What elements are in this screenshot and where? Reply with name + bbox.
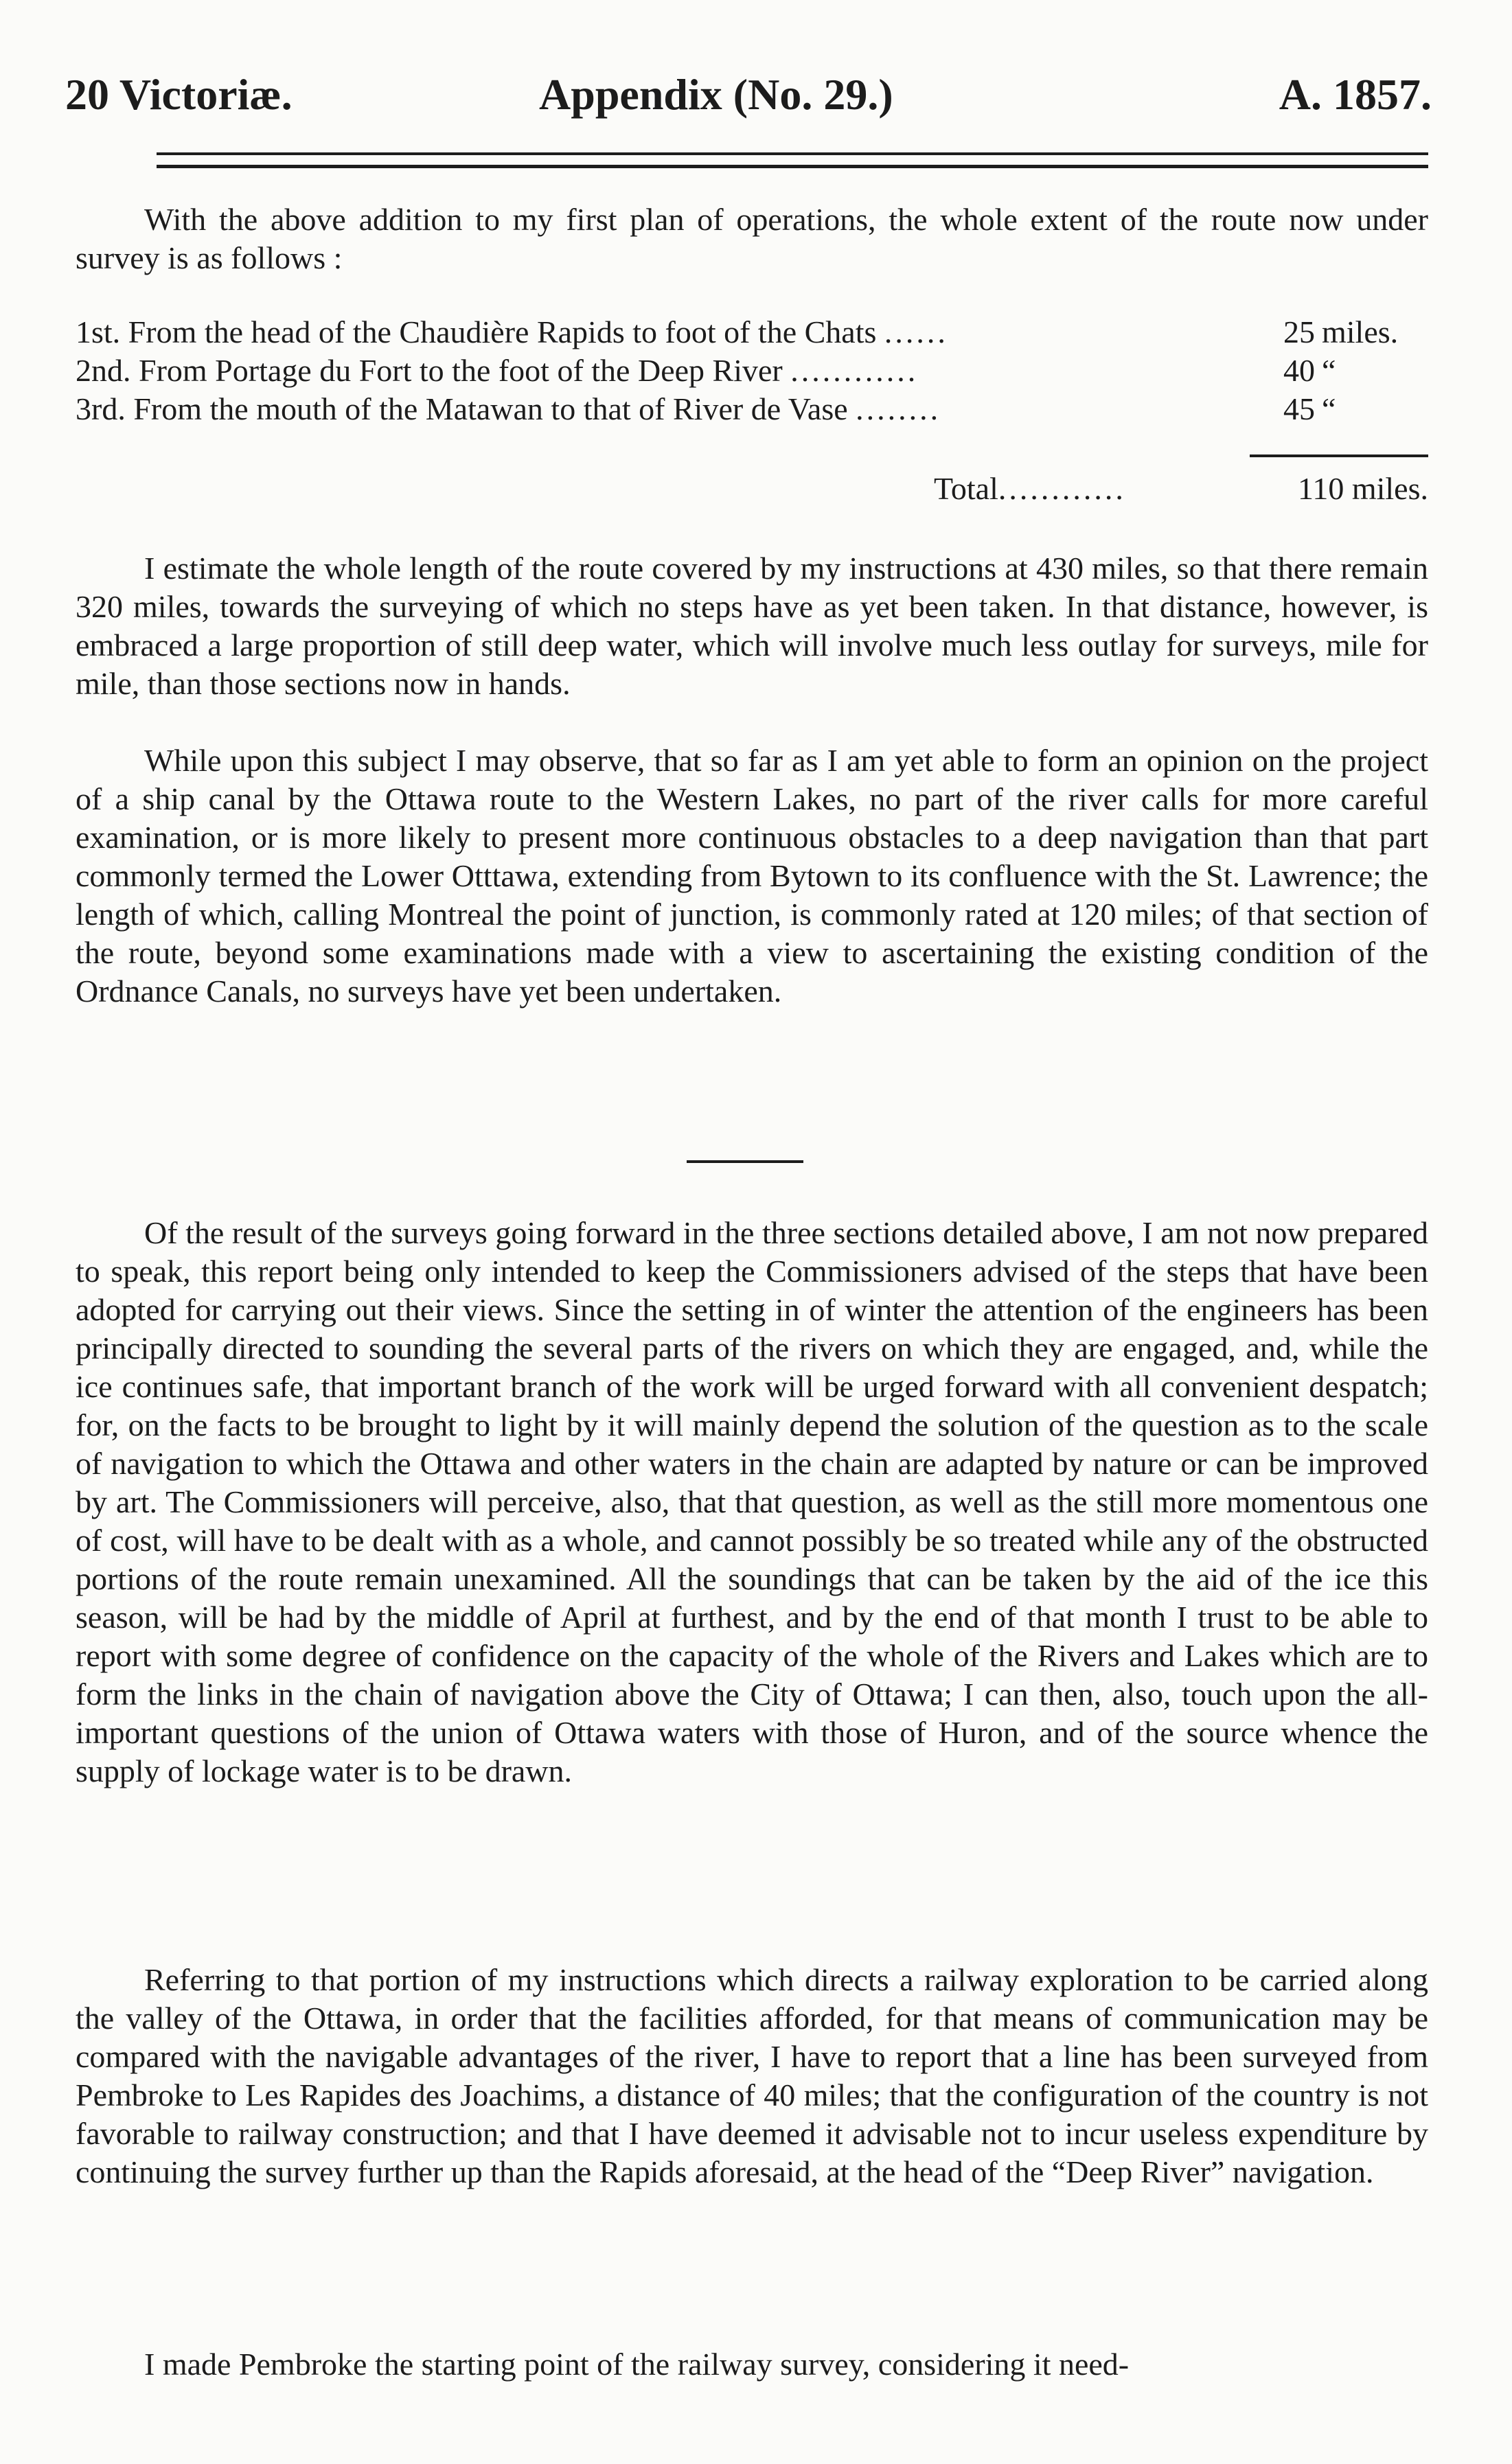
paragraph-referring [76, 1961, 1428, 2191]
total-row [76, 470, 1428, 508]
header-year: A. 1857. [1279, 70, 1432, 119]
route-unit: “ [1322, 391, 1336, 426]
paragraph-text: While upon this subject I may observe, that so far as I am yet able to form an opinion on the project of a ship canal by the Ottawa route to the Western Lakes, no part of the river calls for more careful examination, or is more likely to present more continuous obstacles to a deep navigation than that part commonly termed the Lower Otttawa, extending from Bytown to its confluence with the St. Lawrence; the length of which, calling Montreal the point of junction, is commonly rated at 120 miles; of that section of the route, beyond some examinations made with a view to ascertaining the existing condition of the Ordnance Canals, no surveys have yet been undertaken. [76, 743, 1428, 1009]
route-miles: 25 [1283, 314, 1315, 349]
paragraph-text: Of the result of the surveys going forward in the three sections detailed above, I am not now prepared to speak, this report being only intended to keep the Commissioners advised of the steps that have been adopted for carrying out their views. Since the setting in of winter the attention of the engineers has been principally directed to sounding the several parts of the rivers on which they are engaged, and, while the ice continues safe, that important branch of the work will be urged forward with all convenient despatch; for, on the facts to be brought to light by it will mainly depend the solution of the question as to the scale of navigation to which the Ottawa and other waters in the chain are adapted by nature or can be improved by art. The Commissioners will perceive, also, that that question, as well as the still more momentous one of cost, will have to be dealt with as a whole, and cannot possibly be so treated while any of the obstructed portions of the route remain unexamined. All the soundings that can be taken by the aid of the ice this season, will be had by the middle of April at furthest, and by the end of that month I trust to be able to report with some degree of confidence on the capacity of the whole of the Rivers and Lakes which are to form the links in the chain of navigation above the City of Ottawa; I can then, also, touch upon the all-important questions of the union of Ottawa waters with those of Huron, and of the source whence the supply of lockage water is to be drawn. [76, 1215, 1428, 1788]
route-description: 2nd. From Portage du Fort to the foot of the Deep River ............ [76, 353, 919, 388]
route-row [76, 390, 1428, 428]
paragraph-estimate [76, 549, 1428, 703]
route-row [76, 352, 1428, 390]
header-appendix: Appendix (No. 29.) [539, 70, 893, 119]
paragraph-result [76, 1214, 1428, 1791]
section-separator [687, 1160, 803, 1163]
intro-text: With the above addition to my first plan of operations, the whole extent of the route now under survey is as follows : [76, 202, 1428, 275]
total-value: 110 miles. [1298, 471, 1428, 506]
route-row [76, 313, 1428, 352]
route-miles: 45 [1283, 391, 1315, 426]
paragraph-pembroke [76, 2345, 1428, 2384]
paragraph-text: I estimate the whole length of the route covered by my instructions at 430 miles, so that there remain 320 miles, towards the surveying of which no steps have as yet been taken. In that distance, however, is embraced a large proportion of still deep water, which will involve much less outlay for surveys, mile for mile, than those sections now in hands. [76, 551, 1428, 701]
route-list [76, 313, 1428, 428]
paragraph-text: I made Pembroke the starting point of the railway survey, considering it need- [144, 2347, 1130, 2382]
total-rule [1250, 454, 1428, 457]
paragraph-while-upon [76, 741, 1428, 1011]
paragraph-text: Referring to that portion of my instructions which directs a railway exploration to be carried along the valley of the Ottawa, in order that the facilities afforded, for that means of communication may be compared with the navigable advantages of the river, I have to report that a line has been surveyed from Pembroke to Les Rapides des Joachims, a distance of 40 miles; that the configuration of the country is not favorable to railway construction; and that I have deemed it advisable not to incur useless expenditure by continuing the survey further up than the Rapids aforesaid, at the head of the “Deep River” navigation. [76, 1962, 1428, 2189]
route-description: 3rd. From the mouth of the Matawan to that of River de Vase ........ [76, 391, 941, 426]
route-description: 1st. From the head of the Chaudière Rapids to foot of the Chats ...... [76, 314, 948, 349]
total-label: Total............ [934, 471, 1126, 506]
route-unit: “ [1322, 353, 1336, 388]
route-miles: 40 [1283, 353, 1315, 388]
header-session: 20 Victoriæ. [65, 70, 293, 119]
intro-paragraph [76, 200, 1428, 277]
route-unit: miles. [1322, 314, 1399, 349]
header-double-rule [157, 152, 1428, 168]
page-header [65, 54, 1432, 136]
